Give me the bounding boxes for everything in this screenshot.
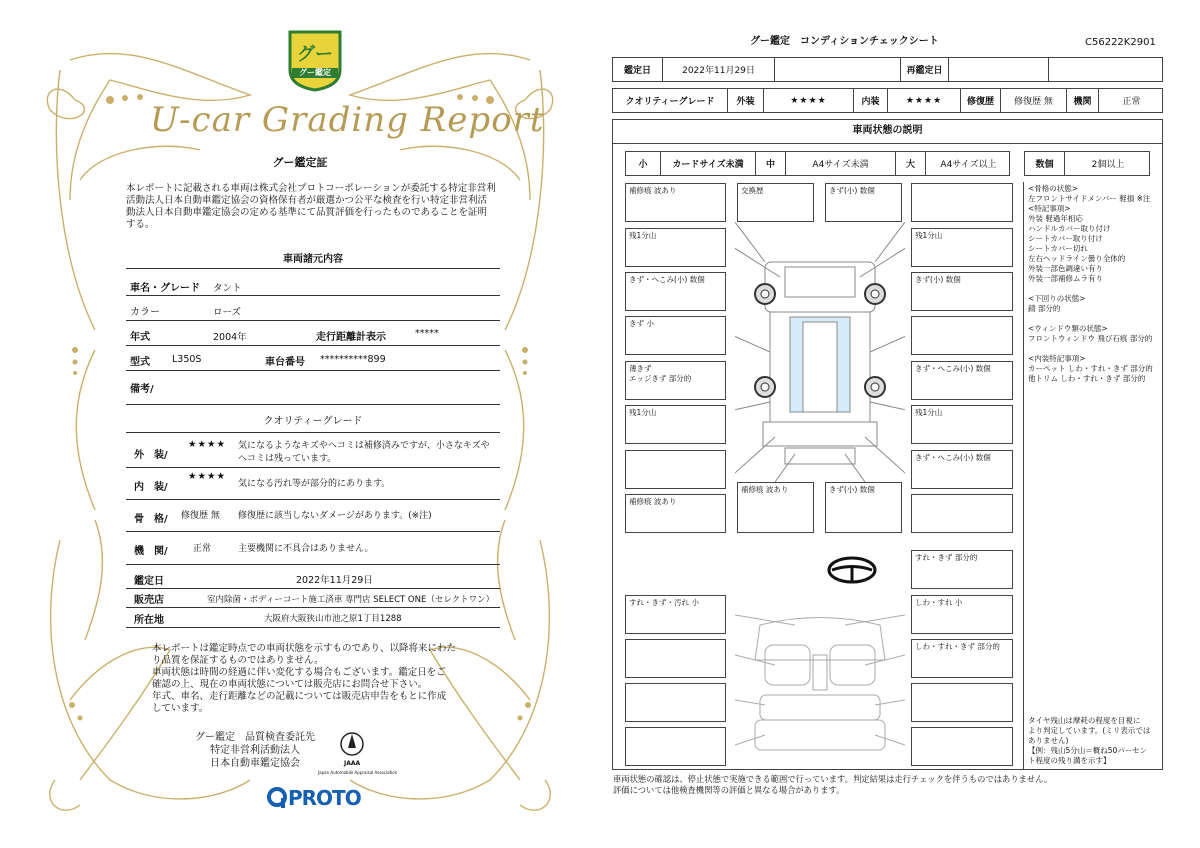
note-line: カーペット しわ・すれ・きず 部分的 (1028, 364, 1153, 373)
tire-note-line: 【例：残山5分山＝概ね50パーセン (1028, 746, 1148, 755)
exterior-desc-line2: ヘコミは残っています。 (238, 454, 337, 464)
engine-grade-label: 機関 (1067, 89, 1099, 112)
condition-title: 車両状態の説明 (852, 125, 923, 136)
car-interior-diagram (735, 605, 905, 765)
chassis-label: 車台番号 (265, 357, 305, 368)
appraisal-date-label: 鑑定日 (134, 576, 164, 587)
spec-section-title: 車両諸元内容 (283, 254, 343, 265)
bottom-note-2: 評価については他検査機関等の評価と異なる場合があります。 (613, 785, 845, 795)
inspection-organization (180, 731, 330, 770)
damage-box (911, 183, 1013, 222)
damage-box: きず(小) 数個 (825, 482, 902, 533)
note-line: ハンドルカバー取り付け (1028, 224, 1111, 233)
appraisal-date-value: 2022年11月29日 (296, 575, 373, 586)
car-name-label: 車名・グレード (130, 283, 200, 294)
bottom-note-1: 車両状態の確認は、停止状態で実施できる範囲で行っています。判定結果は走行チェックを伴うものではありません。 (613, 774, 1053, 784)
damage-box: きず 小 (625, 316, 726, 355)
note-line: 錆 部分的 (1028, 304, 1061, 313)
note-line: フロントウィンドウ 飛び石痕 部分的 (1028, 334, 1153, 343)
damage-box: 補修痕 波あり (737, 482, 814, 533)
car-exterior-diagram (735, 222, 905, 482)
damage-box (625, 727, 726, 766)
tire-note-line: ト程度の残り溝を示す】 (1028, 756, 1111, 765)
proto-text: PROTO (288, 786, 361, 810)
engine-grade-value: 正常 (1122, 97, 1141, 107)
chassis-value: **********899 (320, 354, 386, 365)
footer-line: 年式、車名、走行距離などの記載については販売店申告をもとに作成 (152, 691, 447, 702)
damage-box: きず・へこみ(小) 数個 (625, 272, 726, 311)
size-mid: 中 (756, 152, 786, 175)
year-value: 2004年 (213, 332, 247, 343)
tire-note-line: タイヤ残山は摩耗の程度を目視に (1028, 716, 1141, 725)
interior-grade-stars: ★★★★ (888, 89, 961, 112)
note-line: 外装 軽過年相応 (1028, 214, 1083, 223)
damage-box (911, 316, 1013, 355)
interior-desc: 気になる汚れ等が部分的にあります。 (238, 479, 391, 489)
note-line: 他トリム しわ・すれ・きず 部分的 (1028, 374, 1146, 383)
size-small: 小 (626, 152, 661, 175)
damage-box: 補修痕 波あり (625, 183, 726, 222)
date-value: 2022年11月29日 (663, 58, 775, 81)
size-large-desc: A4サイズ以上 (940, 160, 997, 170)
damage-box: きず・へこみ(小) 数個 (911, 450, 1013, 489)
note-line: 左フロントサイドメンバー 軽損 ※注 (1028, 194, 1151, 203)
jaaa-subtext: Japan Automobile Appraisal Association (318, 770, 398, 775)
damage-box: 薄きず エッジきず 部分的 (625, 361, 726, 400)
damage-box (625, 450, 726, 489)
damage-box: しわ・すれ 小 (911, 595, 1013, 634)
engine-desc: 主要機関に不具合はありません。 (238, 544, 374, 554)
history-label: 修復歴 (961, 89, 1001, 112)
damage-box (911, 494, 1013, 533)
dealer-label: 販売店 (134, 595, 164, 606)
svg-text:グー: グー (297, 44, 333, 65)
frame-desc: 修復歴に該当しないダメージがあります。(※注) (238, 511, 432, 521)
report-script-title: U-car Grading Report (150, 100, 545, 140)
damage-box: すれ・きず 部分的 (911, 550, 1013, 589)
damage-box (625, 639, 726, 678)
model-value: L350S (172, 354, 202, 365)
dealer-value: 室内除菌・ボディーコート施工済車 専門店 SELECT ONE（セレクトワン） (207, 595, 495, 605)
damage-box: 交換歴 (737, 183, 814, 222)
footer-line: り品質を保証するものではありません。 (152, 655, 324, 666)
exterior-grade-label: 外装 (728, 89, 764, 112)
sheet-title: グー鑑定 コンディションチェックシート (750, 36, 939, 47)
sheet-id: C56222K2901 (1085, 37, 1156, 48)
damage-box: きず(小) 数個 (911, 272, 1013, 311)
count-legend (1024, 151, 1150, 176)
tire-note (1028, 716, 1160, 766)
frame-label: 骨 格/ (134, 514, 168, 525)
note-line: <下回りの状態> (1028, 294, 1086, 303)
note-line: <骨格の状態> (1028, 184, 1079, 193)
damage-box: しわ・すれ・きず 部分的 (911, 639, 1013, 678)
damage-box: 残1分山 (625, 405, 726, 444)
tire-note-line: より判定しています。(ミリ表示では (1028, 726, 1151, 735)
count-desc: 2個以上 (1091, 160, 1125, 170)
note-line: シートカバー切れ (1028, 244, 1088, 253)
tire-note-line: ありません) (1028, 736, 1069, 745)
footer-line: 本レポートは鑑定時点での車両状態を示すものであり、以降将来にわた (152, 643, 457, 654)
exterior-desc-line1: 気になるようなキズやヘコミは補修済みですが、小さなキズや (238, 441, 490, 451)
mileage-value: ***** (415, 328, 439, 339)
size-large: 大 (896, 152, 926, 175)
steering-wheel-icon (826, 555, 878, 585)
car-name-value: タント (213, 283, 242, 294)
address-value: 大阪府大阪狭山市池之原1丁目1288 (264, 614, 402, 624)
engine-value: 正常 (193, 544, 212, 554)
redate-label: 再鑑定日 (901, 58, 949, 81)
certificate-intro: 本レポートに記載される車両は株式会社プロトコーポレーションが委託する特定非営利活動法人日本自動車鑑定協会の資格保有者が厳選かつ公平な検査を行い特定非営利活動法人日本自動車鑑定協会の定める基準にて品質評価を行ったものであることを証明する。 (126, 183, 496, 230)
interior-grade-label: 内装 (854, 89, 888, 112)
mileage-label: 走行距離計表示 (316, 332, 386, 343)
jaaa-logo (318, 730, 398, 780)
count-label: 数個 (1025, 152, 1065, 175)
condition-notes (1028, 184, 1158, 384)
size-legend (625, 151, 1010, 176)
goo-kantei-logo (286, 30, 344, 92)
footer-line: しています。 (152, 703, 209, 714)
note-line: <内装特記事項> (1028, 354, 1086, 363)
size-small-desc: カードサイズ未満 (661, 152, 756, 175)
engine-label: 機 関/ (134, 546, 168, 557)
frame-value: 修復歴 無 (181, 511, 220, 521)
logo-text: グー鑑定 (299, 68, 331, 77)
damage-box: 補修痕 波あり (625, 494, 726, 533)
quality-label: クオリティーグレード (613, 89, 728, 112)
year-label: 年式 (130, 332, 150, 343)
org-line: 日本自動車鑑定協会 (210, 758, 300, 769)
history-value: 修復歴 無 (1001, 89, 1067, 112)
certificate-heading: グー鑑定証 (272, 156, 328, 169)
proto-logo (266, 786, 376, 812)
note-line: <特記事項> (1028, 204, 1071, 213)
note-line: シートカバー取り付け (1028, 234, 1103, 243)
damage-box (911, 683, 1013, 722)
address-label: 所在地 (134, 615, 164, 626)
damage-box: すれ・きず・汚れ 小 (625, 595, 726, 634)
org-line: グー鑑定 品質検査委託先 (195, 732, 315, 743)
damage-box: 残1分山 (625, 228, 726, 267)
quality-row (612, 88, 1163, 113)
damage-box: 残1分山 (911, 228, 1013, 267)
color-label: カラー (130, 307, 160, 318)
exterior-stars: ★★★★ (188, 439, 227, 450)
damage-box (911, 727, 1013, 766)
size-mid-desc: A4サイズ未満 (786, 152, 896, 175)
interior-stars: ★★★★ (188, 471, 227, 482)
footer-line: 確認の上、現在の車両状態については販売店にお問合せ下さい。 (152, 679, 428, 690)
exterior-grade-stars: ★★★★ (764, 89, 854, 112)
exterior-label: 外 装/ (134, 450, 168, 461)
interior-label: 内 装/ (134, 482, 168, 493)
footer-line: 車両状態は時間の経過に伴い変化する場合もございます。鑑定日をご (152, 667, 446, 678)
damage-box: きず・へこみ(小) 数個 (911, 361, 1013, 400)
damage-box (625, 683, 726, 722)
date-row (612, 57, 1163, 82)
date-label: 鑑定日 (613, 58, 663, 81)
jaaa-text: JAAA (344, 760, 361, 767)
quality-section-title: クオリティーグレード (263, 416, 363, 427)
damage-box: きず(小) 数個 (825, 183, 902, 222)
color-value: ローズ (213, 307, 242, 318)
model-label: 型式 (130, 357, 150, 368)
note-line: 左右ヘッドライン曇り全体的 (1028, 254, 1126, 263)
note-line: 外装一部補修ムラ有り (1028, 274, 1103, 283)
note-line: 外装一部色調違い有り (1028, 264, 1103, 273)
certificate-footer (152, 643, 482, 715)
org-line: 特定非営利活動法人 (210, 745, 300, 756)
note-line: <ウィンドウ類の状態> (1028, 324, 1108, 333)
damage-box: 残1分山 (911, 405, 1013, 444)
remarks-label: 備考/ (130, 384, 154, 395)
